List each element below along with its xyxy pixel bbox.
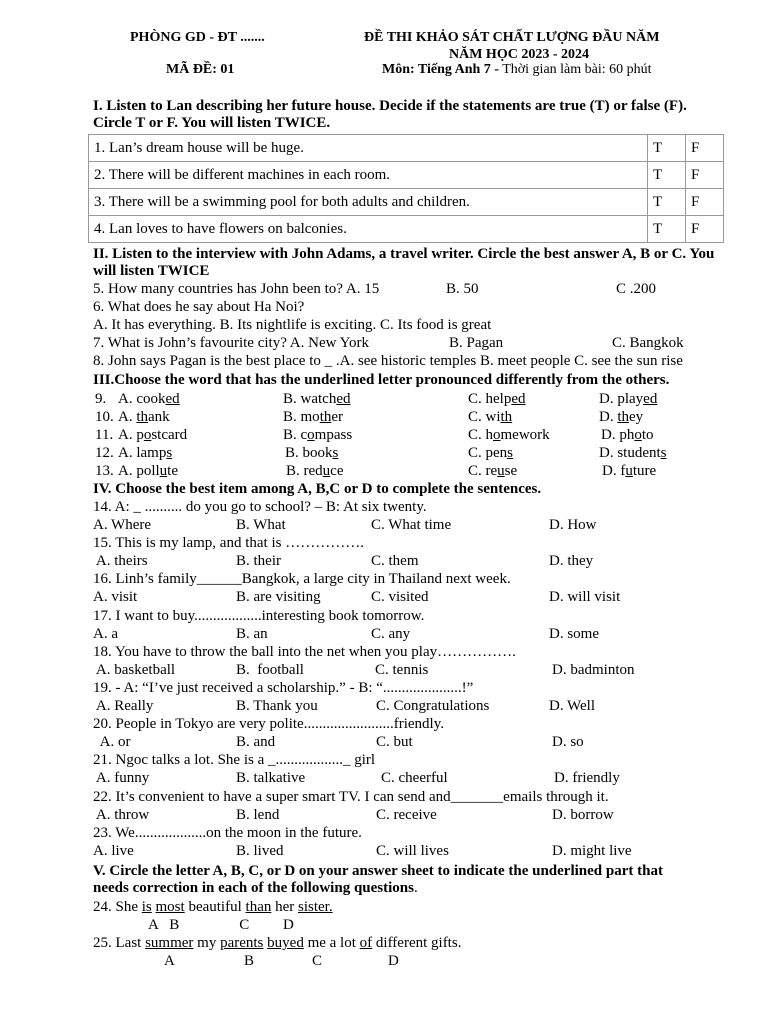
pronunciation-option-c[interactable]: [468, 409, 512, 426]
question-6-options: A. It has everything. B. Its nightlife is exciting. C. Its food is great: [93, 317, 492, 333]
pronunciation-number: 10.: [95, 409, 114, 425]
question-25-text: 25. Last: [93, 935, 146, 951]
question-7-option-c: C. Bangkok: [612, 335, 684, 351]
question-17: 17. I want to buy..................interesting book tomorrow.: [93, 607, 425, 624]
pronunciation-option-a[interactable]: [118, 391, 180, 408]
option-text: A. p: [118, 427, 144, 443]
option-text: A. lamp: [118, 445, 167, 461]
pronunciation-number: 13.: [95, 463, 114, 479]
pronunciation-option-b[interactable]: [286, 463, 344, 480]
question-22-option-d[interactable]: D. borrow: [552, 806, 614, 823]
tf-true-option[interactable]: T: [648, 135, 686, 162]
question-7: 7. What is John’s favourite city? A. New York: [93, 335, 369, 351]
option-text: C. re: [468, 463, 498, 479]
underlined-letters: ed: [511, 391, 526, 407]
option-text: mework: [500, 427, 550, 443]
underlined-letters: s: [660, 445, 667, 461]
option-text: C. wi: [468, 409, 501, 425]
question-20-option-a[interactable]: A. or: [93, 734, 131, 751]
tf-statement: 1. Lan’s dream house will be huge.: [89, 135, 648, 162]
section-5-heading-text: V. Circle the letter A, B, C, or D on your answer sheet to indicate the underlined part that needs correction in each of the following questions: [93, 863, 663, 896]
pronunciation-option-a[interactable]: [118, 409, 170, 426]
tf-false-option[interactable]: F: [686, 216, 724, 243]
question-24-text: her: [271, 899, 299, 915]
tf-row-3: [89, 189, 724, 216]
question-21-option-a[interactable]: A. funny: [93, 770, 150, 787]
pronunciation-number: 11.: [95, 427, 114, 443]
question-21-option-d[interactable]: D. friendly: [554, 770, 620, 787]
question-14-option-b[interactable]: B. What: [236, 517, 286, 533]
question-24: [93, 899, 333, 916]
tf-true-option[interactable]: T: [648, 216, 686, 243]
option-text: D. play: [599, 391, 644, 407]
section-4-heading: IV. Choose the best item among A, B,C or D to complete the sentences.: [93, 481, 542, 497]
option-text: B. c: [283, 427, 308, 443]
question-25-underlined-part[interactable]: summer: [145, 935, 194, 951]
pronunciation-option-d[interactable]: [602, 463, 656, 480]
question-17-option-b[interactable]: B. an: [236, 625, 268, 642]
question-20-option-c[interactable]: C. but: [376, 734, 413, 751]
underlined-letters: ed: [643, 391, 658, 407]
underlined-letters: th: [617, 409, 630, 425]
question-20-option-b[interactable]: B. and: [236, 734, 276, 751]
pronunciation-number: 9.: [95, 391, 107, 407]
question-18-option-a[interactable]: A. basketball: [93, 661, 176, 678]
option-text: B. red: [286, 463, 323, 479]
question-5-option-b: B. 50: [446, 281, 479, 297]
question-20-option-d[interactable]: D. so: [552, 734, 584, 751]
school-year: NĂM HỌC 2023 - 2024: [449, 47, 589, 62]
underlined-letters: u: [159, 463, 168, 479]
underlined-letters: o: [493, 427, 501, 443]
section-3-heading: III.Choose the word that has the underlined letter pronounced differently from the others.: [93, 372, 670, 388]
option-text: A.: [118, 409, 137, 425]
pronunciation-option-c[interactable]: [468, 391, 526, 408]
pronunciation-option-b[interactable]: [283, 391, 351, 408]
underlined-letters: th: [319, 409, 332, 425]
pronunciation-option-b[interactable]: [283, 427, 352, 444]
question-23-option-d[interactable]: D. might live: [552, 842, 632, 859]
tf-statement: 2. There will be different machines in each room.: [89, 162, 648, 189]
question-22-option-a[interactable]: A. throw: [93, 806, 150, 823]
question-19: 19. - A: “I’ve just received a scholarship.” - B: “.....................!”: [93, 680, 474, 696]
question-5: 5. How many countries has John been to? A. 15: [93, 281, 380, 297]
tf-row-2: [89, 162, 724, 189]
option-text: C. pen: [468, 445, 508, 461]
underlined-letters: s: [507, 445, 514, 461]
question-25-text: me a lot: [303, 935, 360, 951]
question-15-option-d[interactable]: D. they: [549, 553, 594, 570]
tf-false-option[interactable]: F: [686, 189, 724, 216]
pronunciation-option-c[interactable]: [468, 427, 550, 444]
pronunciation-option-a[interactable]: [118, 463, 178, 480]
question-22: 22. It’s convenient to have a super smart TV. I can send and_______emails through it.: [93, 788, 609, 805]
question-25-letter-c: C: [312, 953, 323, 969]
question-16-option-c[interactable]: C. visited: [371, 589, 429, 606]
question-15-option-a[interactable]: A. theirs: [93, 553, 148, 570]
question-22-option-c[interactable]: C. receive: [376, 806, 437, 823]
question-15-option-c[interactable]: C. them: [371, 553, 419, 570]
underlined-letters: o: [143, 427, 152, 443]
question-16-option-b[interactable]: B. are visiting: [236, 589, 321, 606]
question-23-option-b[interactable]: B. lived: [236, 842, 284, 859]
question-18-option-b[interactable]: B. football: [236, 661, 304, 678]
underlined-letters: s: [332, 445, 339, 461]
question-20: 20. People in Tokyo are very polite........................friendly.: [93, 716, 444, 733]
option-text: te: [167, 463, 178, 479]
time-label: Thời gian làm bài: 60 phút: [498, 62, 652, 77]
pronunciation-option-d[interactable]: [599, 409, 643, 426]
question-25-text: different gifts.: [372, 935, 462, 951]
question-19-option-b[interactable]: B. Thank you: [236, 698, 318, 714]
underlined-letters: o: [307, 427, 315, 443]
option-text: ce: [330, 463, 344, 479]
question-23: 23. We...................on the moon in the future.: [93, 824, 362, 841]
question-15-option-b[interactable]: B. their: [236, 553, 281, 570]
option-text: se: [504, 463, 518, 479]
question-17-option-c[interactable]: C. any: [371, 625, 411, 642]
underlined-letters: ed: [336, 391, 351, 407]
tf-statement: 3. There will be a swimming pool for both adults and children.: [89, 189, 648, 216]
question-14: 14. A: _ .......... do you go to school? – B: At six twenty.: [93, 499, 427, 515]
option-text: D. ph: [601, 427, 635, 443]
underlined-letters: th: [136, 409, 149, 425]
tf-statement: 4. Lan loves to have flowers on balconies.: [89, 216, 648, 243]
option-text: mpass: [314, 427, 353, 443]
question-24-underlined-part[interactable]: most: [155, 899, 185, 915]
pronunciation-option-b[interactable]: [285, 445, 338, 462]
option-text: A. poll: [118, 463, 160, 479]
option-text: B. watch: [283, 391, 337, 407]
tf-false-option[interactable]: F: [686, 135, 724, 162]
option-text: D. f: [602, 463, 626, 479]
option-text: B. book: [285, 445, 333, 461]
option-text: D.: [599, 409, 618, 425]
question-14-option-d[interactable]: D. How: [549, 517, 597, 533]
exam-code: MÃ ĐỀ: 01: [166, 62, 235, 77]
question-25-letter-a: A: [164, 953, 175, 969]
question-5-option-c: C .200: [616, 281, 657, 297]
section-1-heading: I. Listen to Lan describing her future house. Decide if the statements are true (T) or false (F). Circle T or F. You will listen TWICE.: [93, 98, 687, 131]
tf-true-option[interactable]: T: [648, 162, 686, 189]
option-text: ank: [148, 409, 170, 425]
section-2-heading: II. Listen to the interview with John Adams, a travel writer. Circle the best answer A, B or C. You will listen TWICE: [93, 246, 715, 279]
option-text: to: [641, 427, 654, 443]
tf-true-option[interactable]: T: [648, 189, 686, 216]
subject-label: Môn: Tiếng Anh 7 -: [382, 62, 499, 77]
underlined-letters: o: [634, 427, 642, 443]
question-25-underlined-part[interactable]: of: [359, 935, 373, 951]
underlined-letters: ed: [165, 391, 180, 407]
option-text: C. help: [468, 391, 512, 407]
question-19-option-d[interactable]: D. Well: [549, 698, 596, 714]
underlined-letters: u: [322, 463, 331, 479]
underlined-letters: s: [166, 445, 173, 461]
option-text: ey: [629, 409, 644, 425]
question-16: 16. Linh’s family______Bangkok, a large city in Thailand next week.: [93, 571, 511, 588]
option-text: D. student: [599, 445, 661, 461]
question-14-option-c[interactable]: C. What time: [371, 517, 452, 533]
underlined-letters: th: [500, 409, 513, 425]
question-24-text: 24. She: [93, 899, 142, 915]
option-text: A. cook: [118, 391, 166, 407]
pronunciation-option-d[interactable]: [601, 427, 654, 444]
pronunciation-number: 12.: [95, 445, 114, 461]
exam-title: ĐỀ THI KHẢO SÁT CHẤT LƯỢNG ĐẦU NĂM: [364, 30, 660, 45]
question-25-text: my: [193, 935, 221, 951]
question-21-option-b[interactable]: B. talkative: [236, 770, 306, 787]
pronunciation-option-b[interactable]: [283, 409, 343, 426]
question-17-option-a[interactable]: A. a: [93, 625, 118, 642]
pronunciation-option-c[interactable]: [468, 445, 513, 462]
option-text: stcard: [151, 427, 188, 443]
section-5-heading: V. Circle the letter A, B, C, or D on your answer sheet to indicate the underlined part that needs correction in each of the following questions.: [93, 863, 663, 896]
question-24-text: beautiful: [184, 899, 246, 915]
option-text: ture: [632, 463, 657, 479]
subject-line: [382, 62, 652, 78]
tf-row-1: [89, 135, 724, 162]
underlined-letters: u: [497, 463, 505, 479]
tf-false-option[interactable]: F: [686, 162, 724, 189]
question-19-option-c[interactable]: C. Congratulations: [376, 698, 490, 714]
question-6: 6. What does he say about Ha Noi?: [93, 299, 305, 315]
pronunciation-option-c[interactable]: [468, 463, 517, 480]
question-18-option-c[interactable]: C. tennis: [375, 661, 429, 678]
question-24-letters: A B C D: [148, 917, 294, 933]
option-text: B. mo: [283, 409, 320, 425]
question-7-option-b: B. Pagan: [449, 335, 504, 351]
question-25-underlined-part[interactable]: buyed: [267, 935, 304, 951]
question-8: 8. John says Pagan is the best place to _ .A. see historic temples B. meet people C. see the sun rise: [93, 353, 683, 369]
question-15: 15. This is my lamp, and that is …………….: [93, 535, 364, 552]
question-25-underlined-part[interactable]: parents: [220, 935, 264, 951]
pronunciation-option-d[interactable]: [599, 445, 667, 462]
underlined-letters: u: [625, 463, 633, 479]
question-22-option-b[interactable]: B. lend: [236, 806, 280, 823]
question-25-letter-b: B: [244, 953, 255, 969]
question-21: 21. Ngoc talks a lot. She is a _.................._ girl: [93, 752, 376, 769]
question-17-option-d[interactable]: D. some: [549, 625, 599, 642]
question-18-option-d[interactable]: D. badminton: [552, 661, 635, 678]
question-18: 18. You have to throw the ball into the net when you play…………….: [93, 643, 516, 660]
pronunciation-option-d[interactable]: [599, 391, 657, 408]
question-25-letter-d: D: [388, 953, 399, 969]
tf-row-4: [89, 216, 724, 243]
question-24-underlined-part[interactable]: is: [141, 899, 152, 915]
question-16-option-d[interactable]: D. will visit: [549, 589, 621, 606]
question-21-option-c[interactable]: C. cheerful: [381, 770, 448, 787]
pronunciation-option-a[interactable]: [118, 445, 172, 462]
pronunciation-option-a[interactable]: [118, 427, 187, 444]
question-19-option-a[interactable]: A. Really: [93, 698, 154, 714]
option-text: C. h: [468, 427, 494, 443]
question-24-underlined-part[interactable]: sister.: [298, 899, 333, 915]
question-24-underlined-part[interactable]: than: [245, 899, 272, 915]
question-14-option-a[interactable]: A. Where: [93, 517, 152, 533]
question-23-option-c[interactable]: C. will lives: [376, 842, 449, 859]
question-16-option-a[interactable]: A. visit: [93, 589, 138, 606]
question-25: [93, 935, 461, 952]
true-false-table: [88, 134, 724, 243]
department-label: PHÒNG GD - ĐT .......: [130, 30, 265, 45]
question-23-option-a[interactable]: A. live: [93, 842, 134, 859]
option-text: er: [331, 409, 344, 425]
